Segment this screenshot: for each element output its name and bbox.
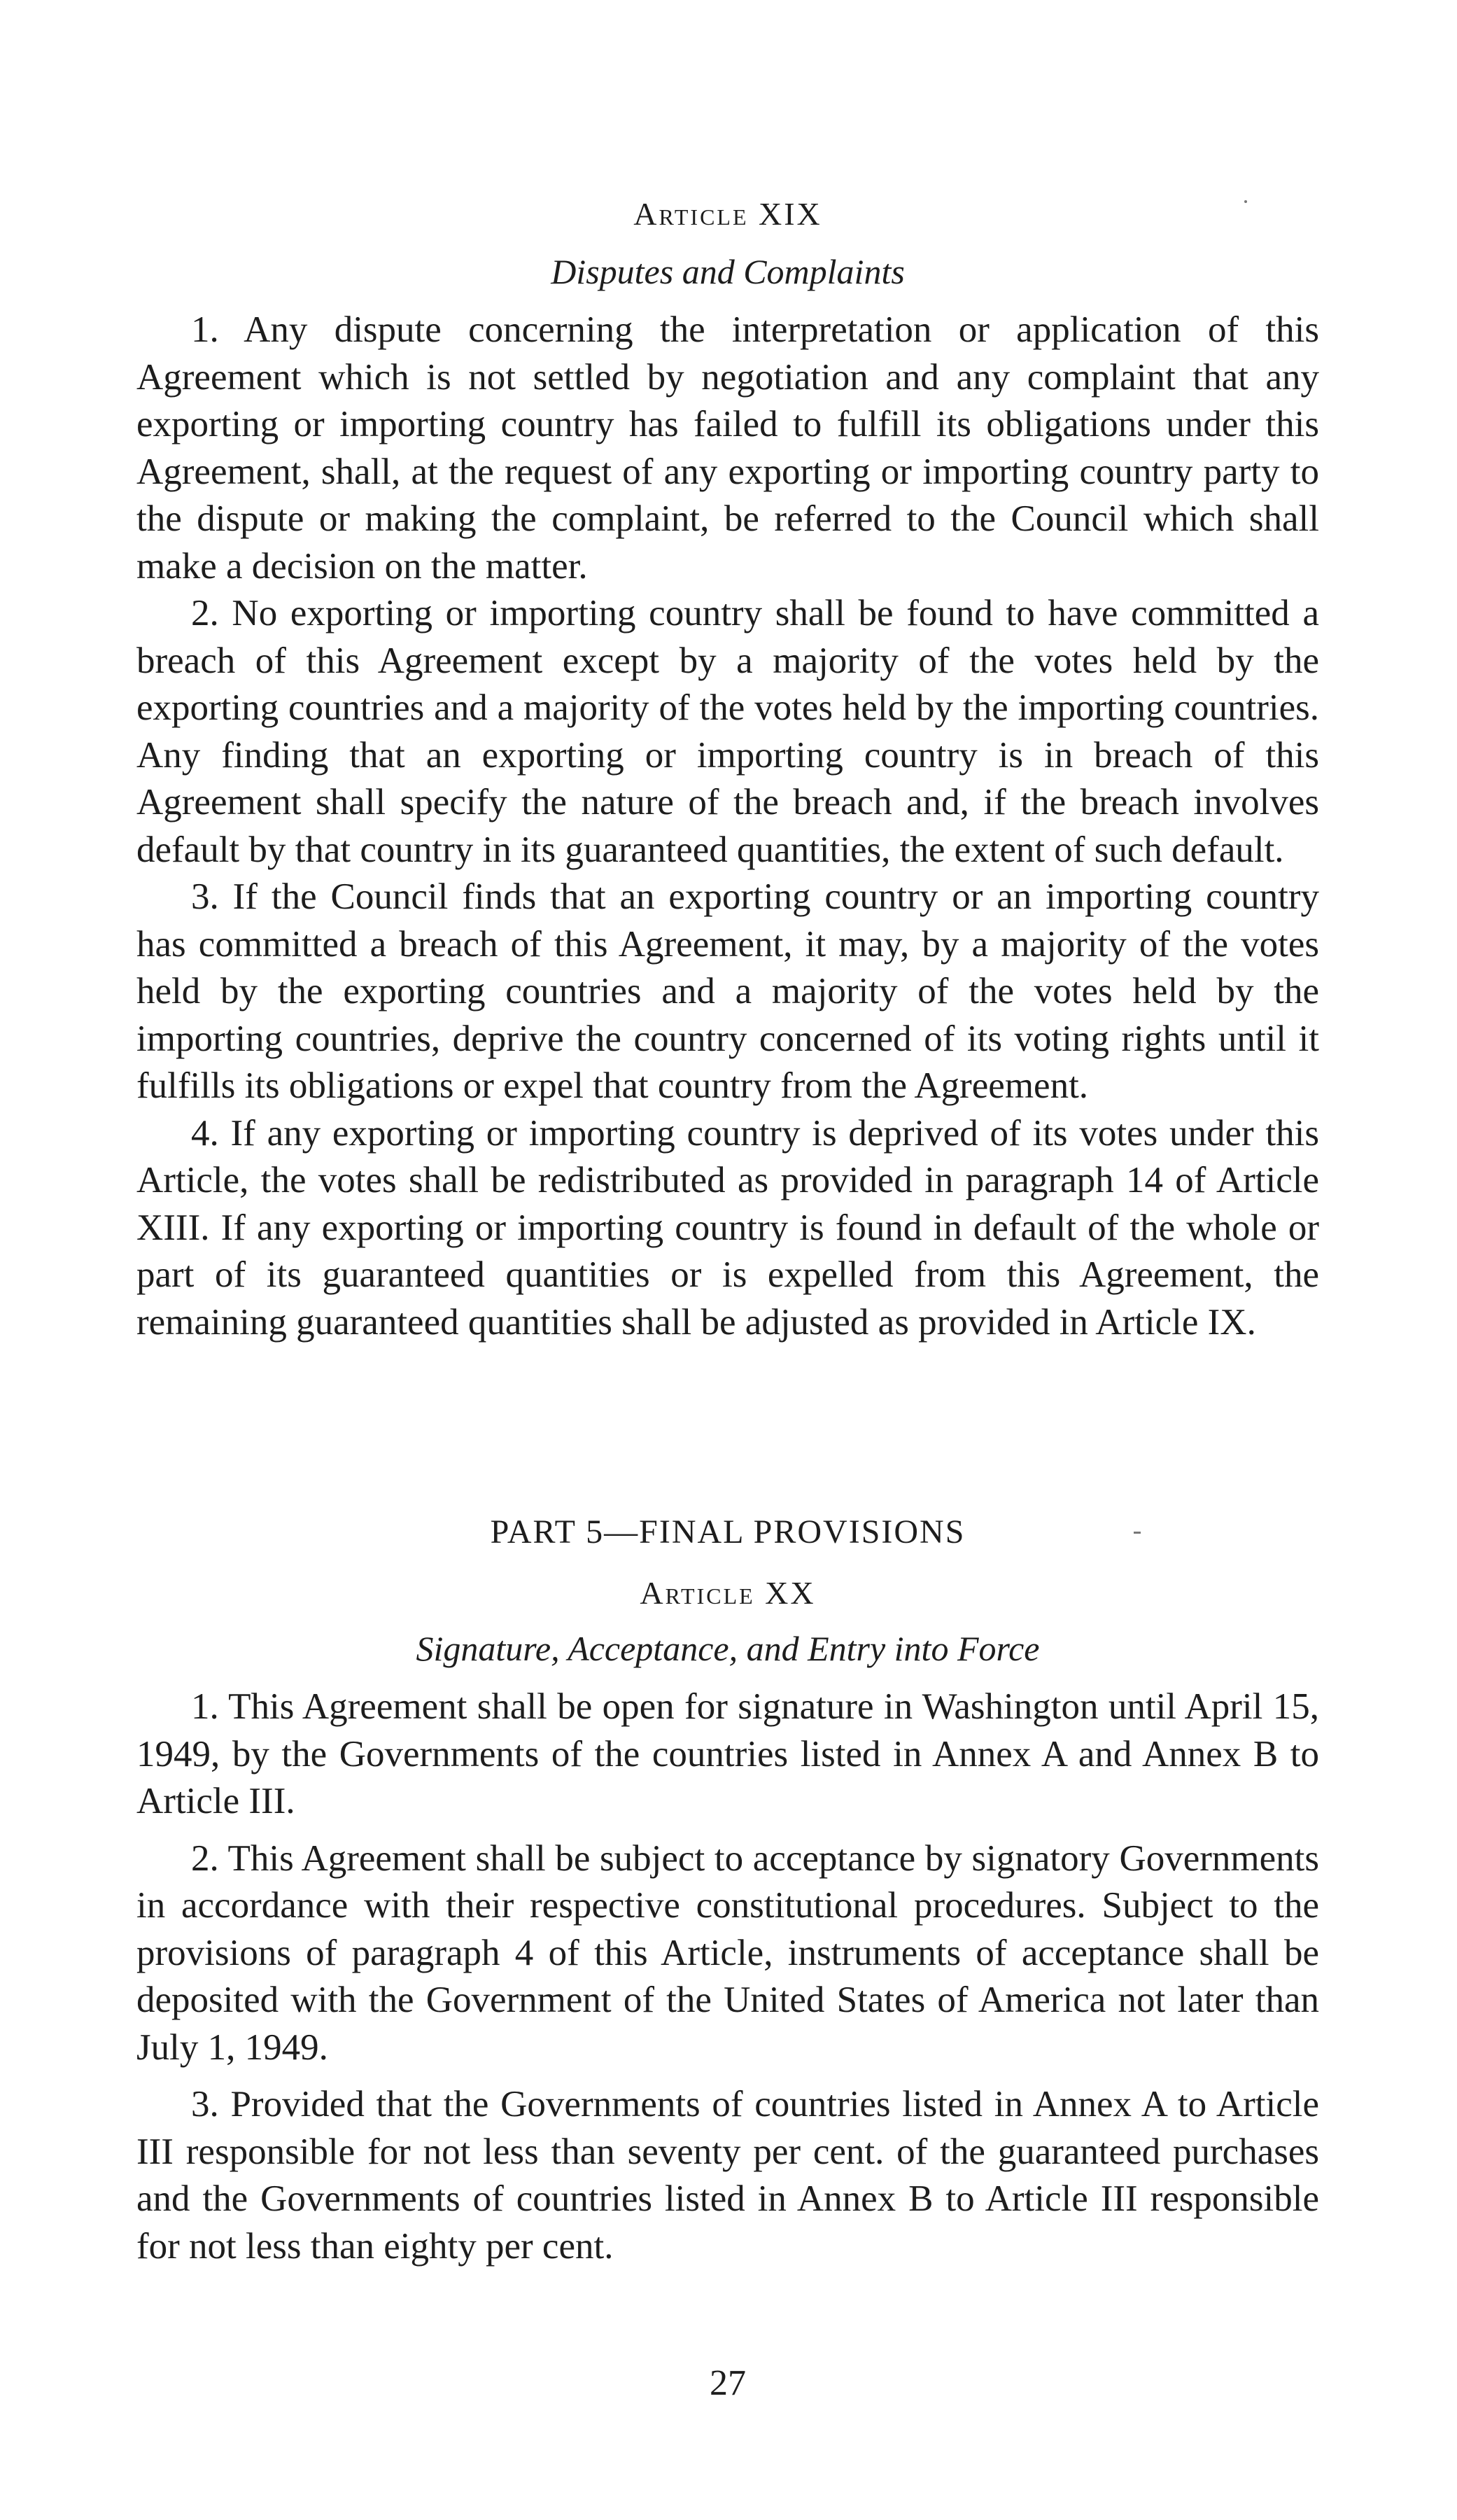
article-19-paragraph-2: 2. No exporting or importing country shall be found to have committed a breach of this Agreement except by a majority of the votes held by the exporting countries and a majority of the votes held by the importing countries. Any finding that an exporting or importing country is in breach of this Agreement shall specify the nature of the breach and, if the breach involves default by that country in its guaranteed quantities, the extent of such default. <box>136 593 1319 870</box>
article-19-paragraph-3: 3. If the Council finds that an exporting country or an importing country has committed a breach of this Agreement, it may, by a majority of the votes held by the exporting countries and a majority of the votes held by the importing countries, deprive the country concerned of its voting rights until it fulfills its obligations or expel that country from the Agreement. <box>136 876 1319 1106</box>
article-19-paragraph-4: 4. If any exporting or importing country is deprived of its votes under this Article, the votes shall be redistributed as provided in paragraph 14 of Article XIII. If any exporting or importing country is found in default of the whole or part of its guaranteed quantities or is expelled from this Agreement, the remaining guaranteed quantities shall be adjusted as provided in Article IX. <box>136 1112 1319 1343</box>
article-19-subtitle: Disputes and Complaints <box>551 252 905 291</box>
article-20-body <box>136 1684 1319 2270</box>
article-20-subtitle: Signature, Acceptance, and Entry into Force <box>416 1629 1040 1668</box>
article-19-body <box>136 307 1319 1346</box>
article-19-paragraph-1: 1. Any dispute concerning the interpretation or application of this Agreement which is not settled by negotiation and any complaint that any exporting or importing country has failed to fulfill its obligations under this Agreement, shall, at the request of any exporting or importing country party to the dispute or making the complaint, be referred to the Council which shall make a decision on the matter. <box>136 309 1319 587</box>
article-20-paragraph-2: 2. This Agreement shall be subject to acceptance by signatory Governments in accordance with their respective constitutional procedures. Subject to the provisions of paragraph 4 of this Article, instruments of acceptance shall be deposited with the Government of the United States of America not later than July 1, 1949. <box>136 1837 1319 2068</box>
article-20-paragraph-3: 3. Provided that the Governments of countries listed in Annex A to Article III responsible for not less than seventy per cent. of the guaranteed purchases and the Governments of countries listed in Annex B to Article III responsible for not less than eighty per cent. <box>136 2084 1319 2267</box>
part-5-heading: PART 5—FINAL PROVISIONS <box>490 1513 966 1550</box>
article-20-paragraph-1: 1. This Agreement shall be open for signature in Washington until April 15, 1949, by the Governments of the countries listed in Annex A and Annex B to Article III. <box>136 1686 1319 1821</box>
article-19-heading: Article XIX <box>633 196 822 232</box>
page-number: 27 <box>710 2363 746 2403</box>
article-20-heading: Article XX <box>640 1575 816 1611</box>
